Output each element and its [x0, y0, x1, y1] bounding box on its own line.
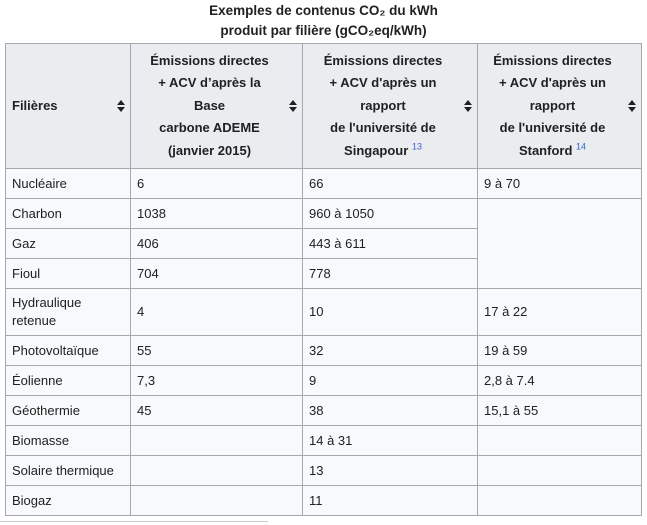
header-line: de l'université de [330, 120, 436, 136]
cell-stanford: 9 à 70 [478, 169, 642, 199]
table-row [6, 169, 642, 199]
header-row [6, 44, 642, 169]
cell-filiere: Nucléaire [6, 169, 131, 199]
table-row [6, 396, 642, 426]
cell-stanford: 15,1 à 55 [478, 396, 642, 426]
header-line: Émissions directes [150, 52, 269, 68]
cell-singapour: 38 [303, 396, 478, 426]
header-line: Stanford [518, 142, 573, 158]
table-row [6, 366, 642, 396]
table-row [6, 199, 642, 229]
sort-icon[interactable] [464, 100, 472, 112]
reference-link[interactable]: 13 [411, 141, 422, 152]
header-line: + ACV d’après la [158, 75, 261, 91]
cell-stanford: 19 à 59 [478, 336, 642, 366]
cell-ademe [131, 426, 303, 456]
cell-stanford: 2,8 à 7.4 [478, 366, 642, 396]
caption-line-2: produit par filière (gCO₂eq/kWh) [220, 23, 427, 38]
cell-stanford [478, 456, 642, 486]
header-line: rapport [529, 97, 576, 113]
column-header-filieres[interactable] [6, 44, 131, 169]
cell-ademe: 704 [131, 259, 303, 289]
cell-stanford [478, 486, 642, 516]
cell-ademe: 45 [131, 396, 303, 426]
cell-ademe: 4 [131, 289, 303, 336]
cell-singapour: 14 à 31 [303, 426, 478, 456]
column-header-stanford[interactable] [478, 44, 642, 169]
divider [0, 521, 268, 522]
cell-stanford [478, 199, 642, 289]
cell-singapour: 778 [303, 259, 478, 289]
cell-stanford: 17 à 22 [478, 289, 642, 336]
header-line: carbone ADEME [159, 120, 260, 136]
cell-singapour: 66 [303, 169, 478, 199]
cell-singapour: 443 à 611 [303, 229, 478, 259]
cell-ademe: 6 [131, 169, 303, 199]
cell-filiere: Biogaz [6, 486, 131, 516]
column-header-singapour[interactable] [303, 44, 478, 169]
cell-singapour: 32 [303, 336, 478, 366]
header-line: Singapour [344, 142, 409, 158]
cell-ademe [131, 456, 303, 486]
caption-line-1: Exemples de contenus CO₂ du kWh [209, 3, 438, 18]
emissions-table [5, 43, 642, 516]
header-line: de l'université de [499, 120, 606, 136]
header-line: (janvier 2015) [167, 142, 252, 158]
cell-filiere: Fioul [6, 259, 131, 289]
cell-singapour: 10 [303, 289, 478, 336]
header-line: Émissions directes [323, 52, 443, 68]
cell-filiere: Éolienne [6, 366, 131, 396]
header-line: + ACV d'après un [329, 75, 437, 91]
cell-filiere: Charbon [6, 199, 131, 229]
column-header-ademe[interactable] [131, 44, 303, 169]
header-line: + ACV d'après un [499, 75, 606, 91]
cell-ademe: 406 [131, 229, 303, 259]
cell-singapour: 9 [303, 366, 478, 396]
table-row [6, 336, 642, 366]
cell-stanford [478, 426, 642, 456]
column-header-label: Filières [12, 97, 58, 113]
cell-singapour: 11 [303, 486, 478, 516]
cell-filiere: Biomasse [6, 426, 131, 456]
cell-ademe: 1038 [131, 199, 303, 229]
table-caption [0, 0, 647, 41]
table-row [6, 289, 642, 336]
reference-link[interactable]: 14 [576, 141, 587, 152]
cell-ademe: 55 [131, 336, 303, 366]
header-line: rapport [360, 97, 406, 113]
cell-filiere: Solaire thermique [6, 456, 131, 486]
cell-filiere: Hydraulique retenue [6, 289, 131, 336]
cell-filiere: Gaz [6, 229, 131, 259]
cell-filiere: Photovoltaïque [6, 336, 131, 366]
table-row [6, 456, 642, 486]
cell-singapour: 13 [303, 456, 478, 486]
sort-icon[interactable] [117, 100, 125, 112]
cell-filiere: Géothermie [6, 396, 131, 426]
header-line: Émissions directes [493, 52, 612, 68]
sort-icon[interactable] [628, 100, 636, 112]
header-line: Base [193, 97, 226, 113]
cell-ademe: 7,3 [131, 366, 303, 396]
cell-ademe [131, 486, 303, 516]
table-row [6, 426, 642, 456]
table-row [6, 486, 642, 516]
sort-icon[interactable] [289, 100, 297, 112]
cell-singapour: 960 à 1050 [303, 199, 478, 229]
